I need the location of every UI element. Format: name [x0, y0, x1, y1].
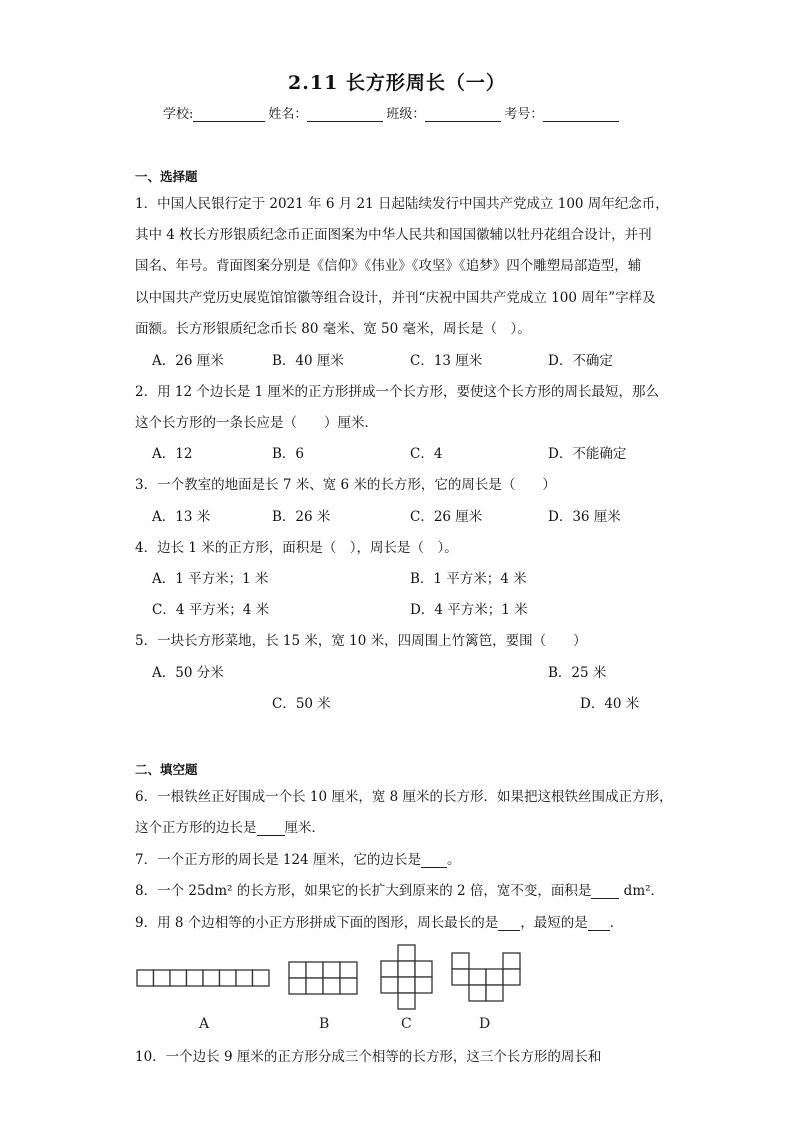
q6-text: 厘米． — [284, 820, 325, 836]
q7-answer-blank[interactable] — [421, 853, 447, 868]
school-blank[interactable] — [193, 108, 265, 122]
exam-no-blank[interactable] — [543, 108, 619, 122]
page-title: 2.11 长方形周长（一） — [288, 72, 506, 94]
section-heading-choice: 一、选择题 — [135, 169, 198, 184]
q1-option-a[interactable]: A．26 厘米 — [152, 353, 224, 369]
q5-option-a[interactable]: A．50 分米 — [152, 665, 224, 681]
name-blank[interactable] — [307, 108, 383, 122]
q1-line: 其中 4 枚长方形银质纪念币正面图案为中华人民共和国国徽辅以牡丹花组合设计，并刊 — [135, 227, 652, 243]
figure-label-b: B — [319, 1016, 330, 1032]
q3-line: 3．一个教室的地面是长 7 米、宽 6 米的长方形，它的周长是（ ） — [135, 477, 556, 493]
q1-line: 1．中国人民银行定于 2021 年 6 月 21 日起陆续发行中国共产党成立 100 周年纪念币， — [135, 196, 669, 212]
figure-a-shape — [137, 970, 269, 986]
q2-option-c[interactable]: C．4 — [410, 446, 443, 462]
q7-line — [135, 848, 460, 868]
q5-option-d[interactable]: D．40 米 — [580, 696, 640, 712]
q3-option-a[interactable]: A．13 米 — [152, 509, 211, 525]
q6-answer-blank[interactable] — [257, 821, 285, 836]
q8-line — [135, 879, 664, 899]
q10-line: 10．一个边长 9 厘米的正方形分成三个相等的长方形，这三个长方形的周长和 — [135, 1049, 602, 1065]
q2-line: 这个长方形的一条长应是（ ）厘米． — [135, 415, 378, 431]
q1-line: 以中国共产党历史展览馆馆徽等组合设计，并刊“庆祝中国共产党成立 100 周年”字样及 — [135, 290, 656, 306]
q4-option-b[interactable]: B．1 平方米；4 米 — [410, 571, 527, 587]
q2-option-a[interactable]: A．12 — [152, 446, 193, 462]
class-blank[interactable] — [425, 108, 501, 122]
q9-line — [135, 911, 623, 931]
q7-text: 。 — [446, 852, 461, 868]
q2-option-d[interactable]: D．不能确定 — [548, 446, 627, 462]
q4-option-d[interactable]: D．4 平方米；1 米 — [410, 602, 528, 618]
q6-line — [135, 816, 325, 836]
q3-option-d[interactable]: D．36 厘米 — [548, 509, 621, 525]
q1-line: 国名、年号。背面图案分别是《信仰》《伟业》《攻坚》《追梦》四个雕塑局部造型，辅 — [135, 258, 642, 274]
q4-option-c[interactable]: C．4 平方米；4 米 — [152, 602, 270, 618]
q4-option-a[interactable]: A．1 平方米；1 米 — [152, 571, 269, 587]
q9-text: 9．用 8 个边相等的小正方形拼成下面的图形，周长最长的是 — [135, 915, 499, 931]
figure-c-shape — [381, 945, 432, 1009]
q2-option-b[interactable]: B．6 — [272, 446, 305, 462]
school-label: 学校: — [163, 107, 194, 122]
figure-label-d: D — [479, 1016, 491, 1032]
q1-option-d[interactable]: D．不确定 — [548, 353, 613, 369]
q1-line: 面额。长方形银质纪念币长 80 毫米、宽 50 毫米，周长是（ ）。 — [135, 321, 531, 337]
q8-text: 8．一个 25dm² 的长方形，如果它的长扩大到原来的 2 倍，宽不变，面积是 — [135, 883, 592, 899]
q6-text: 这个正方形的边长是 — [135, 820, 257, 836]
q3-option-c[interactable]: C．26 厘米 — [410, 509, 483, 525]
q3-option-b[interactable]: B．26 米 — [272, 509, 331, 525]
q8-text: dm²． — [619, 883, 665, 899]
q5-line: 5．一块长方形菜地，长 15 米，宽 10 米，四周围上竹篱笆，要围（ ） — [135, 633, 587, 649]
exam-no-label: 考号： — [504, 107, 544, 122]
q7-text: 7．一个正方形的周长是 124 厘米，它的边长是 — [135, 852, 421, 868]
figure-label-a: A — [199, 1016, 210, 1032]
q1-option-c[interactable]: C．13 厘米 — [410, 353, 483, 369]
q1-option-b[interactable]: B．40 厘米 — [272, 353, 344, 369]
q5-option-c[interactable]: C．50 米 — [272, 696, 331, 712]
q9-answer-blank-longest[interactable] — [498, 916, 520, 931]
q9-text: ，最短的是 — [520, 915, 588, 931]
q8-answer-blank[interactable] — [591, 884, 619, 899]
q9-text: ． — [609, 915, 624, 931]
q5-option-b[interactable]: B．25 米 — [548, 665, 607, 681]
student-info-row — [163, 103, 622, 122]
section-heading-fill: 二、填空题 — [135, 762, 198, 777]
q2-line: 2．用 12 个边长是 1 厘米的正方形拼成一个长方形，要使这个长方形的周长最短，那么 — [135, 384, 660, 400]
q6-line: 6．一根铁丝正好围成一个长 10 厘米，宽 8 厘米的长方形．如果把这根铁丝围成正方形， — [135, 789, 673, 805]
q9-figure — [130, 940, 530, 1035]
figure-label-c: C — [401, 1016, 412, 1032]
q9-answer-blank-shortest[interactable] — [588, 916, 610, 931]
class-label: 班级： — [386, 107, 426, 122]
figure-b-shape — [289, 962, 357, 994]
figure-d-shape — [452, 953, 520, 1001]
q4-line: 4．边长 1 米的正方形，面积是（ ），周长是（ ）。 — [135, 540, 458, 556]
name-label: 姓名： — [268, 107, 308, 122]
